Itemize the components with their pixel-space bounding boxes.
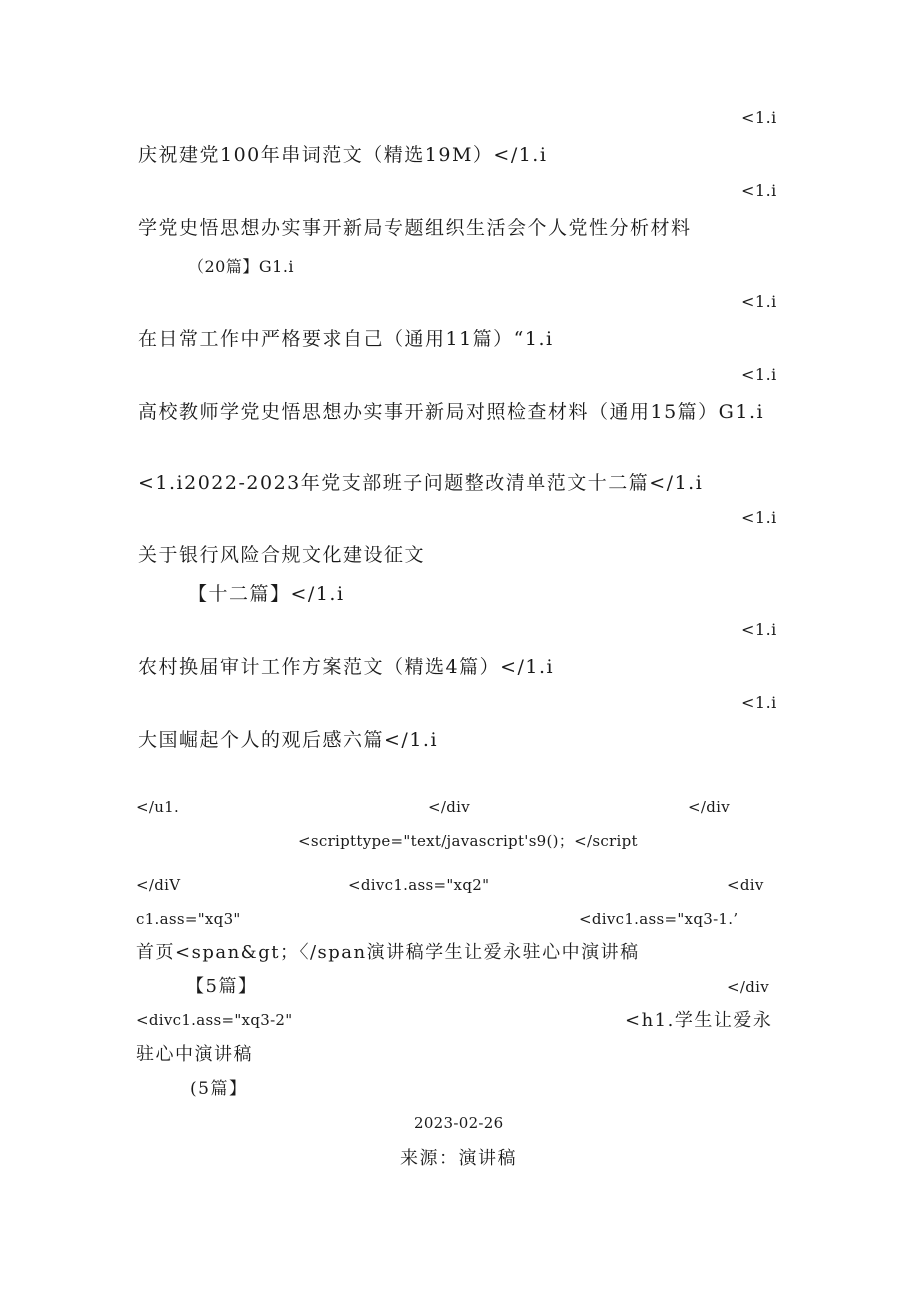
code-div-xq3-1: <divc1.ass="xq3-1.’ (579, 910, 739, 928)
code-div-xq3-2: <divc1.ass="xq3-2" (136, 1011, 293, 1029)
list-item-marker: <1.i (741, 365, 777, 384)
article-link[interactable]: 高校教师学党史悟思想办实事开新局对照检查材料（通用15篇）G1.i (138, 401, 765, 423)
list-item-marker: <1.i (741, 620, 777, 639)
list-item-marker: <1.i (741, 292, 777, 311)
article-link[interactable]: 庆祝建党100年串词范文（精选19M）</1.i (138, 144, 548, 166)
code-div-close: </div (688, 798, 730, 816)
page-heading: <h1.学生让爱永 (625, 1010, 773, 1031)
article-link[interactable]: 关于银行风险合规文化建设征文 (138, 544, 426, 566)
article-link[interactable]: 学党史悟思想办实事开新局专题组织生活会个人党性分析材料 (138, 217, 692, 239)
list-item-marker: <1.i (741, 693, 777, 712)
code-div-xq2: <divc1.ass="xq2" (348, 876, 490, 894)
list-item-marker: <1.i (741, 108, 777, 127)
breadcrumb[interactable]: 首页<span&gt；〈/span演讲稿学生让爱永驻心中演讲稿 (136, 942, 640, 963)
article-link-continuation[interactable]: 【十二篇】</1.i (188, 583, 345, 605)
code-div-open: <div (727, 876, 764, 894)
code-div-close: </div (428, 798, 470, 816)
page-heading-continuation: 驻心中演讲稿 (136, 1044, 253, 1065)
article-link-continuation[interactable]: （20篇】G1.i (188, 257, 295, 276)
code-class-xq3: c1.ass="xq3" (136, 910, 241, 928)
article-link[interactable]: 大国崛起个人的观后感六篇</1.i (138, 729, 439, 751)
code-div-close: </div (727, 978, 769, 996)
list-item-marker: <1.i (741, 508, 777, 527)
article-link[interactable]: 在日常工作中严格要求自己（通用11篇）“1.i (138, 328, 554, 350)
article-link[interactable]: 农村换届审计工作方案范文（精选4篇）</1.i (138, 656, 555, 678)
code-div-close: </diV (136, 876, 181, 894)
publish-date: 2023-02-26 (414, 1114, 504, 1132)
code-script-line: <scripttype="text/javascript's9()；</script (298, 832, 638, 850)
article-link[interactable]: <1.i2022-2023年党支部班子问题整改清单范文十二篇</1.i (138, 472, 704, 494)
code-ul-close: </u1. (136, 798, 180, 816)
source-label: 来源：演讲稿 (400, 1148, 517, 1169)
breadcrumb-suffix: 【5篇】 (186, 976, 258, 997)
list-item-marker: <1.i (741, 181, 777, 200)
page-heading-suffix: (5篇】 (190, 1079, 248, 1099)
